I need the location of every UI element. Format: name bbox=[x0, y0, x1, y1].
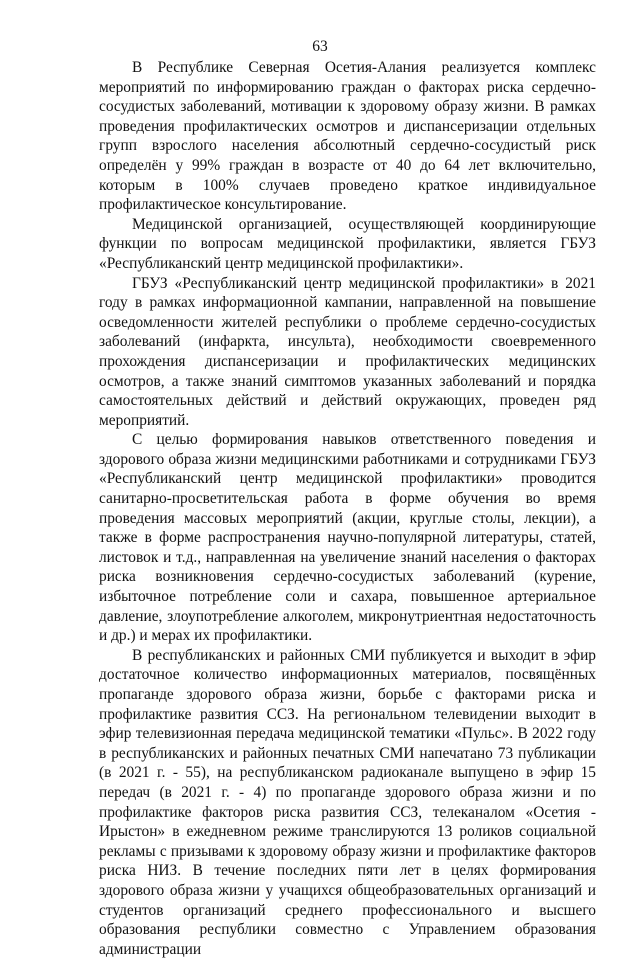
paragraph-media-coverage: В республиканских и районных СМИ публикуется и выходит в эфир достаточное количество информационных материалов, посвящённых пропаганде здорового образа жизни, борьбе с факторами риска и профилактике развития ССЗ. На региональном телевидении выходит в эфир телевизионная передача медицинской тематики «Пульс». В 2022 году в республиканских и районных печатных СМИ напечатано 73 публикации (в 2021 г. - 55), на республиканском радиоканале выпущено в эфир 15 передач (в 2021 г. - 4) по пропаганде здорового образа жизни и по профилактике факторов риска развития ССЗ, телеканалом «Осетия - Ирыстон» в ежедневном режиме транслируются 13 роликов социальной рекламы с призывами к здоровому образу жизни и профилактике факторов риска НИЗ. В течение последних пяти лет в целях формирования здорового образа жизни у учащихся общеобразовательных организаций и студентов организаций среднего профессионального и высшего образования республики совместно с Управлением образования администрации bbox=[99, 646, 596, 958]
paragraph-info-campaign-2021: ГБУЗ «Республиканский центр медицинской профилактики» в 2021 году в рамках информационной кампании, направленной на повышение осведомленности жителей республики о проблеме сердечно-сосудистых заболеваний (инфаркта, инсульта), необходимости своевременного прохождения диспансеризации и профилактических медицинских осмотров, а также знаний симптомов указанных заболеваний и порядка самостоятельных действий и действий окружающих, проведен ряд мероприятий. bbox=[99, 274, 596, 429]
paragraph-risk-factors-info: В Республике Северная Осетия-Алания реализуется комплекс мероприятий по информированию граждан о факторах риска сердечно-сосудистых заболеваний, мотивации к здоровому образу жизни. В рамках проведения профилактических осмотров и диспансеризации отдельных групп взрослого населения абсолютный сердечно-сосудистый риск определён у 99% граждан в возрасте от 40 до 64 лет включительно, которым в 100% случаев проведено краткое индивидуальное профилактическое консультирование. bbox=[99, 59, 596, 214]
paragraph-health-education: С целью формирования навыков ответственного поведения и здорового образа жизни медицинскими работниками и сотрудниками ГБУЗ «Республиканский центр медицинской профилактики» проводится санитарно-просветительская работа в форме обучения во время проведения массовых мероприятий (акции, круглые столы, лекции), а также в форме распространения научно-популярной литературы, статей, листовок и т.д., направленная на увеличение знаний населения о факторах риска возникновения сердечно-сосудистых заболеваний (курение, избыточное потребление соли и сахара, повышенное артериальное давление, злоупотребление алкоголем, микронутриентная недостаточность и др.) и мерах их профилактики. bbox=[99, 431, 596, 645]
page-number: 63 bbox=[312, 38, 328, 55]
paragraph-coordinating-organization: Медицинской организацией, осуществляющей координирующие функции по вопросам медицинской профилактики, является ГБУЗ «Республиканский центр медицинской профилактики». bbox=[99, 215, 596, 272]
document-body bbox=[99, 58, 596, 959]
